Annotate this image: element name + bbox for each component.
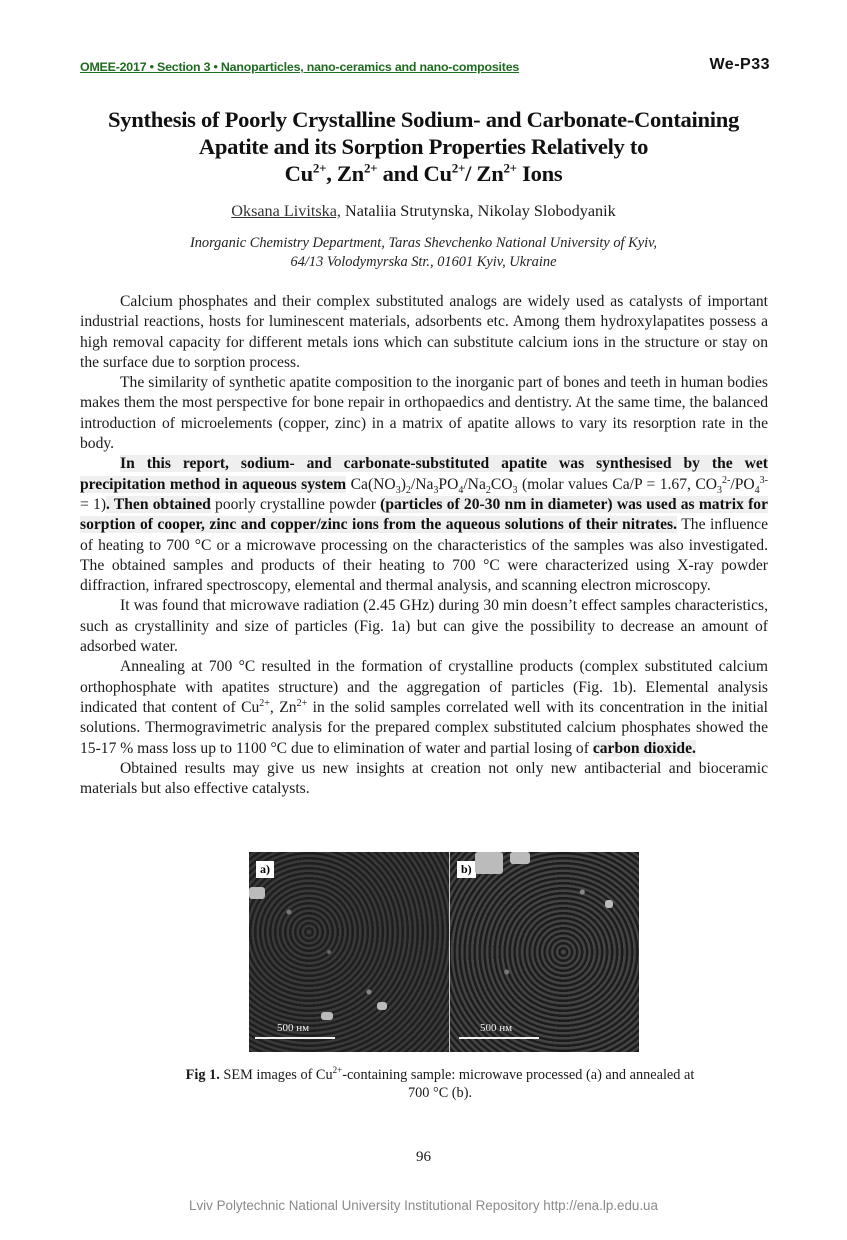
paragraph-6: Obtained results may give us new insights at creation not only new antibacterial and bioceramic materials but also effective catalysts. bbox=[80, 759, 768, 798]
running-header bbox=[80, 58, 770, 80]
repository-footer-link[interactable]: Lviv Polytechnic National University Institutional Repository http://ena.lp.edu.ua bbox=[189, 1198, 658, 1213]
title-line-2: Apatite and its Sorption Properties Relatively to bbox=[198, 134, 649, 159]
panel-label-a: a) bbox=[256, 861, 274, 878]
presenting-author[interactable]: Oksana Livitska, bbox=[231, 202, 341, 220]
abstract-body bbox=[80, 292, 768, 799]
scale-bar-label-a: 500 нм bbox=[277, 1022, 310, 1034]
page-number: 96 bbox=[416, 1149, 431, 1165]
scale-bar-b bbox=[459, 1037, 539, 1039]
paper-title bbox=[70, 106, 777, 187]
author-list bbox=[70, 202, 777, 221]
title-line-1: Synthesis of Poorly Crystalline Sodium- and Carbonate-Containing bbox=[107, 107, 740, 132]
figure-caption: Fig 1. SEM images of $Cu^{2+}$-containing sample: microwave processed (a) and annealed at 700 °C (b). bbox=[185, 1065, 695, 1101]
paragraph-4: It was found that microwave radiation (2.45 GHz) during 30 min doesn’t effect samples characteristics, such as crystallinity and size of particles (Fig. 1a) but can give the possibility to decrease an amount of adsorbed water. bbox=[80, 597, 768, 656]
affiliation bbox=[70, 234, 777, 272]
paragraph-3: In this report, sodium- and carbonate-substituted apatite was synthesised by the wet precipitation method in aqueous system $Ca(NO_3)_2/Na_3PO_4/Na_2CO_3$ (molar values Ca/P = 1.67, $CO_3^{2-}/PO_4^{3-} = 1$). Then obtained poorly crystalline powder (particles of 20-30 nm in diameter) was used as matrix for sorption of cooper, zinc and copper/zinc ions from the aqueous solutions of their nitrates. The influence of heating to 700 °C or a microwave processing on the characteristics of the samples was also investigated. The obtained samples and products of their heating to 700 °C were characterized using X-ray powder diffraction, infrared spectroscopy, elemental and thermal analysis, and scanning electron microscopy. bbox=[80, 455, 769, 595]
sem-image-panel-a bbox=[249, 852, 449, 1052]
highlighted-text: In this report, sodium- and carbonate-substituted apatite was synthesised by the wet precipitation method in aqueous system bbox=[80, 455, 768, 493]
conference-section-link[interactable]: OMEE-2017 • Section 3 • Nanoparticles, nano-ceramics and nano-composites bbox=[80, 60, 520, 74]
scale-bar-a bbox=[255, 1037, 335, 1039]
paragraph-5: Annealing at 700 °C resulted in the formation of crystalline products (complex substituted calcium orthophosphate with apatites structure) and the aggregation of particles (Fig. 1b). Elemental analysis indicated that content of $Cu^{2+}$, $Zn^{2+}$ in the solid samples correlated well with its concentration in the initial solutions. Thermogravimetric analysis for the prepared complex substituted calcium phosphates showed the 15-17 % mass loss up to 1100 °C due to elimination of water and partial losing of carbon dioxide. bbox=[80, 658, 768, 757]
sem-figure bbox=[249, 852, 639, 1052]
highlighted-text: (particles of 20-30 nm in diameter) was used as matrix for sorption of cooper, zinc and copper/zinc ions from the aqueous solutions of their nitrates. bbox=[80, 495, 768, 534]
paragraph-2: The similarity of synthetic apatite composition to the inorganic part of bones and teeth in human bodies makes them the most perspective for bone repair in orthopaedics and dentistry. At the same time, the balanced introduction of microelements (copper, zinc) in a matrix of apatite allows to vary its resorption rate in the body. bbox=[80, 374, 768, 453]
panel-label-b: b) bbox=[457, 861, 476, 878]
highlighted-text: carbon dioxide. bbox=[592, 739, 696, 757]
highlighted-text: . Then obtained bbox=[106, 495, 211, 513]
poster-id: We-P33 bbox=[709, 56, 770, 73]
scale-bar-label-b: 500 нм bbox=[480, 1022, 513, 1034]
caption-label: Fig 1. bbox=[185, 1067, 220, 1083]
paragraph-1: Calcium phosphates and their complex substituted analogs are widely used as catalysts of important industrial reactions, hosts for luminescent materials, adsorbents etc. Among them hydroxylapatites possess a high removal capacity for different metals ions which can substitute calcium ions in the structure or stay on the surface due to sorption process. bbox=[80, 293, 768, 371]
sem-image-panel-b bbox=[449, 852, 639, 1052]
co-authors: Nataliia Strutynska, Nikolay Slobodyanik bbox=[340, 202, 616, 220]
affiliation-line-2: 64/13 Volodymyrska Str., 01601 Kyiv, Ukraine bbox=[290, 254, 557, 270]
affiliation-line-1: Inorganic Chemistry Department, Taras Shevchenko National University of Kyiv, bbox=[189, 235, 658, 251]
title-line-3: $Cu^{2+}$, $Zn^{2+}$ and $Cu^{2+}/$ $Zn^{2+}$ Ions bbox=[284, 160, 563, 186]
